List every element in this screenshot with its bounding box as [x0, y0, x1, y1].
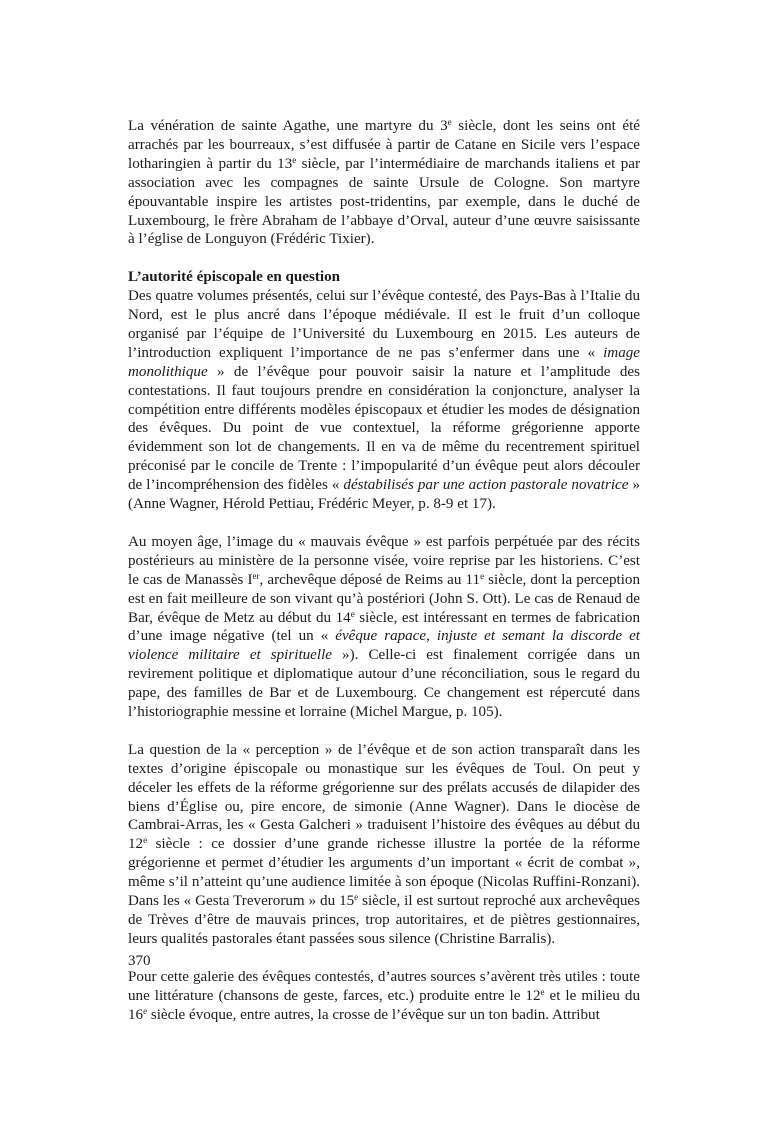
text-run: » de l’évêque pour pouvoir saisir la nature et l’amplitude des contestations. Il faut toujours prendre en considération la conjoncture, analyser la compétition entre différents modèles épiscopaux et étudier les modes de désignation des évêques. Du point de vue contextuel, la réforme grégorienne apporte évidemment son lot de changements. Il en va de même du recentrement spirituel préconisé par le concile de Trente : l’impopularité d’un évêque peut alors découler de l’incompréhension des fidèles « [128, 363, 640, 494]
paragraph-1 [128, 117, 640, 249]
superscript: e [143, 1005, 148, 1016]
italic-quote: déstabilisés par une action pastorale novatrice [343, 477, 629, 494]
text-run: siècle évoque, entre autres, la crosse de l’évêque sur un ton badin. Attribut [147, 1006, 600, 1023]
superscript: e [350, 608, 355, 619]
superscript: e [143, 835, 148, 846]
text-run: » (Anne Wagner, Hérold Pettiau, Frédéric Meyer, p. 8-9 et 17). [128, 477, 641, 513]
italic-quote: image monolithique [128, 344, 640, 380]
text-run: siècle, par l’intermédiaire de marchands italiens et par association avec les compagnes de sainte Ursule de Cologne. Son martyre épouvantable inspire les artistes post-tridentins, par exemple, dans le duché de Luxembourg, le frère Abraham de l’abbaye d’Orval, auteur d’une œuvre saisissante à l’église de Longuyon (Frédéric Tixier). [128, 155, 640, 248]
text-run: , archevêque déposé de Reims au 11 [259, 571, 481, 588]
superscript: er [252, 570, 260, 581]
italic-quote: évêque rapace, injuste et semant la discorde et violence militaire et spirituelle [128, 628, 640, 664]
section-heading: L’autorité épiscopale en question [128, 269, 341, 286]
text-run: Au moyen âge, l’image du « mauvais évêque » est parfois perpétuée par des récits postérieurs au ministère de la personne visée, voire reprise par les historiens. C’est le cas de Manassès I [128, 533, 640, 588]
text-run: et le milieu du 16 [128, 987, 640, 1023]
paragraph-3 [128, 533, 640, 722]
text-run: siècle, dont les seins ont été arrachés par les bourreaux, s’est diffusée à partir de Catane en Sicile vers l’espace lotharingien à partir du 13 [128, 118, 640, 172]
text-run: Pour cette galerie des évêques contestés, d’autres sources s’avèrent très utiles : toute une littérature (chansons de geste, farces, etc.) produite entre le 12 [128, 968, 640, 1004]
superscript: e [354, 892, 359, 903]
text-run: Des quatre volumes présentés, celui sur l’évêque contesté, des Pays-Bas à l’Italie du Nord, est le plus ancré dans l’époque médiévale. Il est le fruit d’un colloque organisé par l’équipe de l’Université du Luxembourg en 2015. Les auteurs de l’introduction expliquent l’importance de ne pas s’enfermer dans une « [128, 288, 640, 361]
paragraph-2 [128, 268, 640, 514]
superscript: e [447, 117, 452, 127]
text-run: siècle : ce dossier d’une grande richesse illustre la portée de la réforme grégorienne et permet d’étudier les arguments d’un important « écrit de combat », même s’il n’atteint qu’une audience limitée à son époque (Nicolas Ruffini-Ronzani). Dans les « Gesta Treverorum » du 15 [128, 836, 640, 910]
page-number: 370 [128, 953, 151, 969]
text-run: siècle, dont la perception est en fait meilleure de son vivant qu’à postériori (John S. Ott). Le cas de Renaud de Bar, évêque de Metz au début du 14 [128, 571, 640, 626]
paragraph-5 [128, 968, 640, 1025]
text-run: siècle, il est surtout reproché aux archevêques de Trèves d’être de mauvais princes, trop autoritaires, et de piètres gestionnaires, leurs qualités pastorales étant passées sous silence (Christine Barralis). [128, 893, 641, 947]
superscript: e [540, 986, 545, 997]
text-run: La question de la « perception » de l’évêque et de son action transparaît dans les textes d’origine épiscopale ou monastique sur les évêques de Toul. On peut y déceler les effets de la réforme grégorienne sur des prélats accusés de dilapider des biens d’Église ou, pire encore, de simonie (Anne Wagner). Dans le diocèse de Cambrai-Arras, les « Gesta Galcheri » traduisent l’histoire des évêques au début du 12 [128, 741, 640, 853]
page-body [128, 117, 640, 1024]
superscript: e [292, 154, 297, 165]
text-run: La vénération de sainte Agathe, une martyre du 3 [128, 118, 448, 134]
paragraph-4 [128, 741, 640, 949]
superscript: e [480, 570, 485, 581]
text-run: siècle, est intéressant en termes de fabrication d’une image négative (tel un « [128, 609, 640, 645]
text-run: »). Celle-ci est finalement corrigée dans un revirement politique et diplomatique autour d’une réconciliation, sous le regard du pape, des familles de Bar et de Luxembourg. Ce changement est répercuté dans l’historiographie messine et lorraine (Michel Margue, p. 105). [128, 647, 640, 721]
